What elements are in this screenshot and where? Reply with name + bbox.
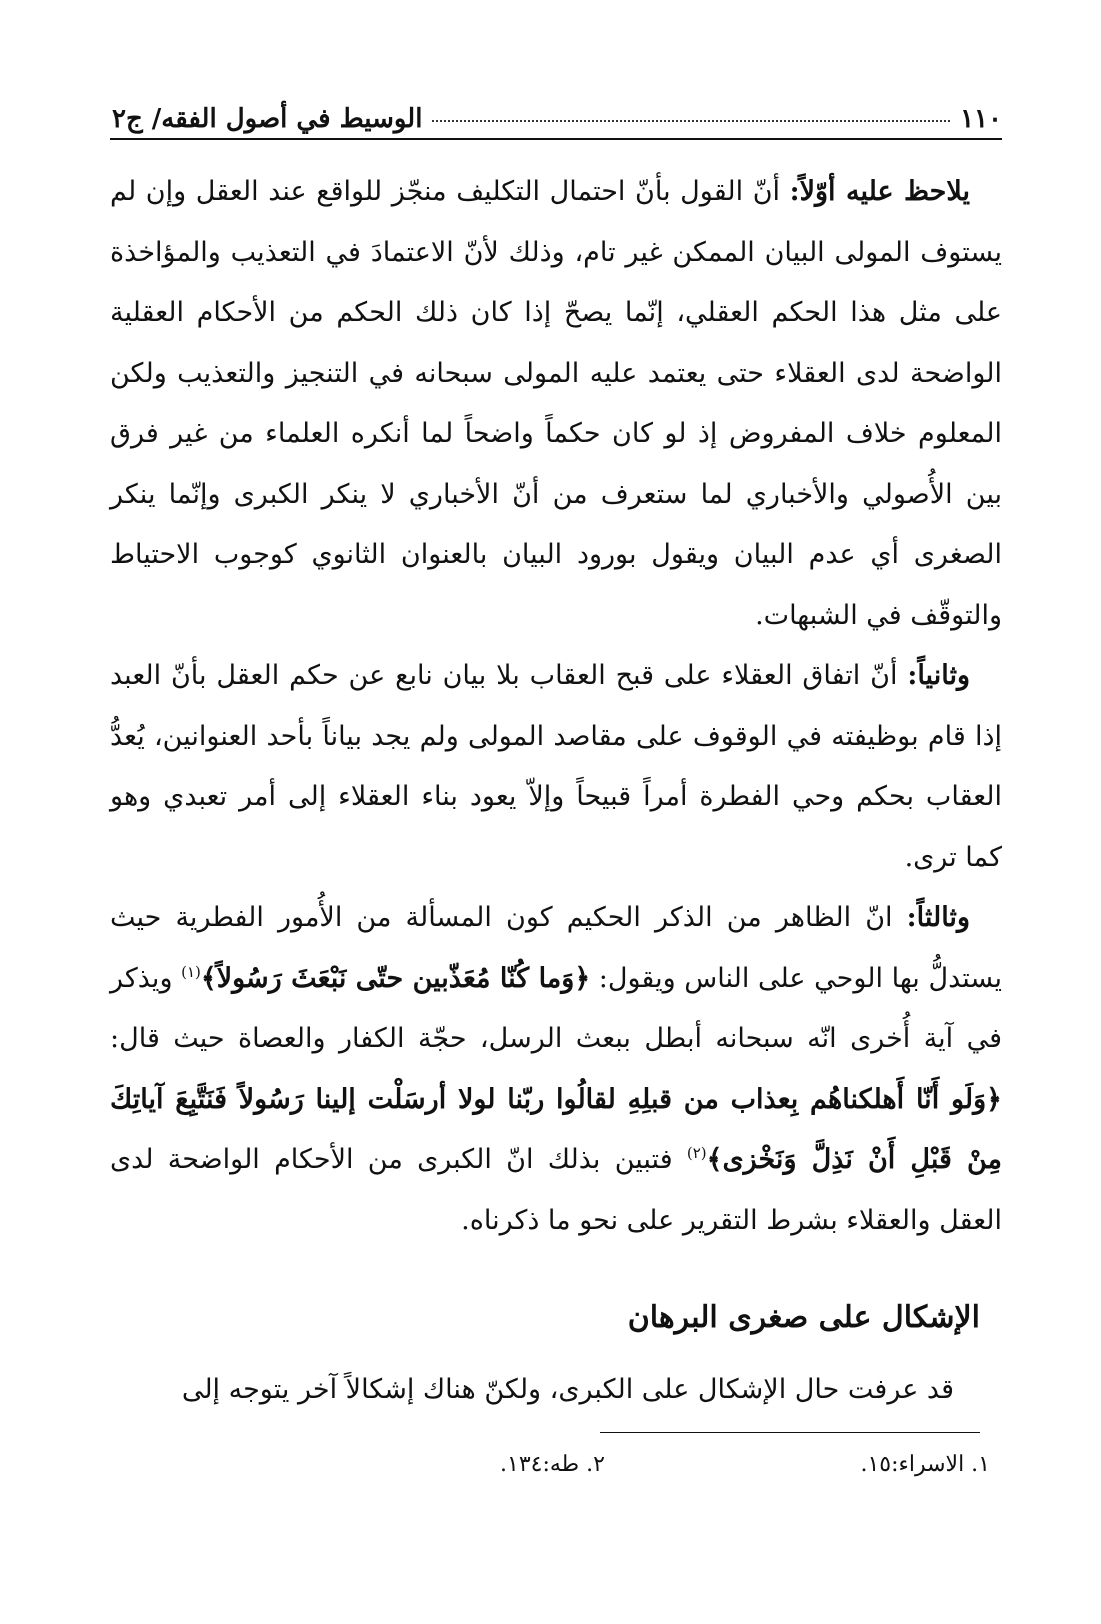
- quran-verse: ﴿وَلَو أَنّا أَهلكناهُم بِعذاب من قبلِهِ لقالُوا ربّنا لولا أرسَلْت إلينا رَسُولاً فَنَتَّبِعَ آياتِكَ مِنْ قَبْلِ أَنْ نَذِلَّ وَنَخْزى﴾: [110, 1083, 1002, 1175]
- paragraph-text: فتبين بذلك انّ الكبرى من الأحكام الواضحة لدى العقل والعقلاء بشرط التقرير على نحو ما ذكرناه.: [110, 1144, 1002, 1236]
- paragraph-second-remark: [110, 646, 1002, 888]
- paragraph-text: أنّ اتفاق العقلاء على قبح العقاب بلا بيان نابع عن حكم العقل بأنّ العبد إذا قام بوظيفته في الوقوف على مقاصد المولى ولم يجد بياناً بأحد العنوانين، يُعدُّ العقاب بحكم وحي الفطرة أمراً قبيحاً وإلاّ يعود بناء العقلاء إلى أمر تعبدي وهو كما ترى.: [110, 660, 1002, 873]
- footnote-marker: (١): [181, 962, 201, 981]
- page-number: ١١٠: [960, 104, 1002, 134]
- running-title: الوسيط في أصول الفقه/ ج٢: [112, 104, 423, 134]
- paragraph-text: ويذكر في آية أُخرى انّه سبحانه أبطل ببعث الرسل، حجّة الكفار والعصاة حيث قال:: [110, 962, 1002, 1054]
- quran-verse: ﴿وَما كُنّا مُعَذّبين حتّى نَبْعَثَ رَسُولاً﴾: [200, 962, 591, 994]
- paragraph-first-remark: [110, 162, 1002, 646]
- paragraph-text: أنّ القول بأنّ احتمال التكليف منجّز للواقع عند العقل وإن لم يستوف المولى البيان الممكن غير تام، وذلك لأنّ الاعتمادَ في التعذيب والمؤاخذة على مثل هذا الحكم العقلي، إنّما يصحّ إذا كان ذلك الحكم من الأحكام العقلية الواضحة لدى العقلاء حتى يعتمد عليه المولى سبحانه في التنجيز والتعذيب ولكن المعلوم خلاف المفروض إذ لو كان حكماً واضحاً لما أنكره العلماء من غير فرق بين الأُصولي والأخباري لما ستعرف من أنّ الأخباري لا ينكر الكبرى وإنّما ينكر الصغرى أي عدم البيان ويقول بورود البيان بالعنوان الثانوي كوجوب الاحتياط والتوقّف في الشبهات.: [110, 176, 1002, 631]
- paragraph-lead: يلاحظ عليه أوّلاً:: [789, 176, 970, 207]
- header-rule: [110, 138, 1002, 140]
- paragraph-text: انّ الظاهر من الذكر الحكيم كون المسألة من الأُمور الفطرية حيث يستدلُّ بها الوحي على الناس ويقول:: [110, 902, 1002, 994]
- footnote-marker: (٢): [686, 1144, 707, 1162]
- main-text: [110, 162, 1002, 1251]
- footnotes: [500, 1452, 990, 1492]
- page-header: [112, 84, 1002, 134]
- footnote-rule: [600, 1432, 980, 1433]
- header-dotted-leader: [432, 119, 950, 122]
- section-heading: الإشكال على صغرى البرهان: [627, 1300, 980, 1335]
- section-text: قد عرفت حال الإشكال على الكبرى، ولكنّ هناك إشكالاً آخر يتوجه إلى: [181, 1374, 954, 1405]
- paragraph-third-remark: [110, 888, 1002, 1251]
- paragraph-lead: وثالثاً:: [906, 902, 970, 933]
- section-paragraph: [110, 1360, 1002, 1420]
- paragraph-lead: وثانياً:: [907, 660, 970, 691]
- footnote-2: ٢. طه:١٣٤.: [500, 1452, 605, 1477]
- footnote-1: ١. الاسراء:١٥.: [860, 1452, 990, 1477]
